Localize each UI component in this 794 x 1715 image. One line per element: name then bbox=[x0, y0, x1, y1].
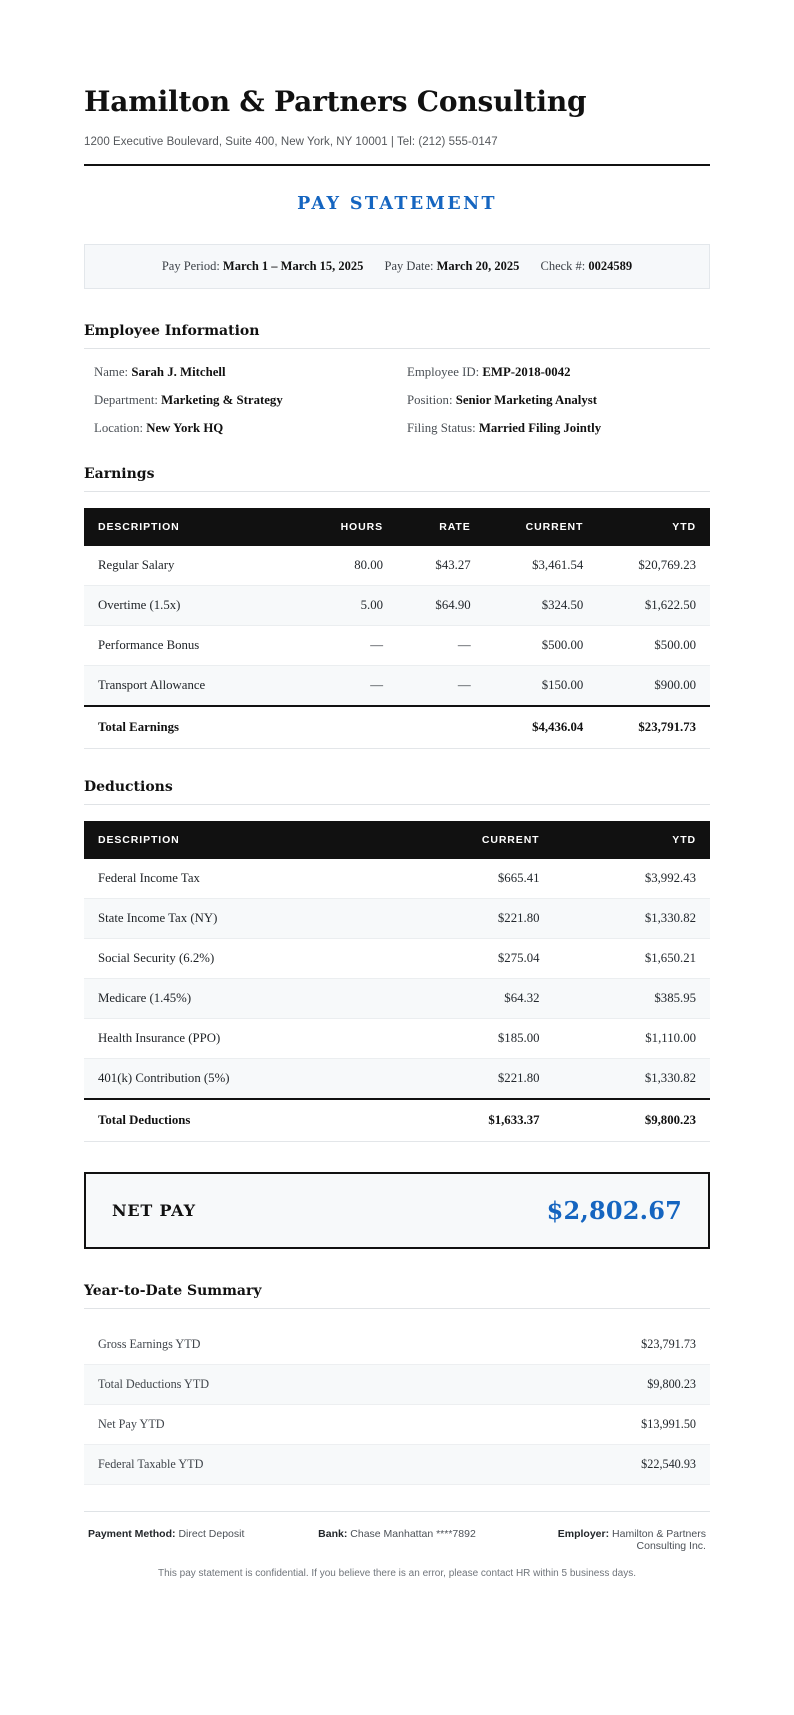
footer-meta-row bbox=[84, 1528, 710, 1552]
ytd-row-amount: $22,540.93 bbox=[476, 1445, 710, 1485]
net-pay-box bbox=[84, 1172, 710, 1249]
earnings-cell-description: Regular Salary bbox=[84, 546, 309, 586]
deductions-cell-current: $221.80 bbox=[397, 899, 554, 939]
earnings-cell-current: $500.00 bbox=[485, 626, 598, 666]
ytd-row-amount: $23,791.73 bbox=[476, 1325, 710, 1365]
table-row bbox=[84, 626, 710, 666]
employee-section-title: Employee Information bbox=[84, 323, 260, 340]
employee-field-label: Location: bbox=[94, 421, 144, 436]
employee-field-value: Married Filing Jointly bbox=[478, 421, 602, 436]
earnings-cell-rate: — bbox=[397, 666, 485, 707]
table-row bbox=[84, 586, 710, 626]
employee-field-value: Marketing & Strategy bbox=[161, 393, 283, 408]
footer-payment-method-label: Payment Method: bbox=[88, 1528, 176, 1541]
deductions-section-title: Deductions bbox=[84, 779, 173, 796]
company-name: Hamilton & Partners Consulting bbox=[84, 85, 587, 118]
table-row bbox=[84, 939, 710, 979]
deductions-total-ytd: $9,800.23 bbox=[554, 1099, 711, 1142]
header-divider bbox=[84, 164, 710, 166]
meta-pay-date-label: Pay Date: bbox=[384, 259, 434, 274]
employee-information-section bbox=[84, 323, 710, 436]
earnings-cell-hours: — bbox=[309, 666, 397, 707]
footer-employer-value: Hamilton & Partners Consulting Inc. bbox=[612, 1528, 706, 1553]
earnings-total-label: Total Earnings bbox=[84, 706, 309, 749]
deductions-cell-description: Federal Income Tax bbox=[84, 859, 397, 899]
table-row bbox=[84, 1019, 710, 1059]
table-row bbox=[84, 899, 710, 939]
footer-confidentiality-note: This pay statement is confidential. If you believe there is an error, please contact HR within 5 business days. bbox=[157, 1568, 637, 1580]
deductions-cell-description: State Income Tax (NY) bbox=[84, 899, 397, 939]
earnings-section bbox=[84, 466, 710, 749]
deductions-col-description: DESCRIPTION bbox=[84, 821, 397, 859]
earnings-cell-current: $150.00 bbox=[485, 666, 598, 707]
footer-bank-value: Chase Manhattan ****7892 bbox=[350, 1528, 476, 1541]
table-row bbox=[84, 1059, 710, 1100]
deductions-cell-ytd: $1,330.82 bbox=[554, 899, 711, 939]
footer-bank bbox=[299, 1528, 494, 1552]
footer-employer-label: Employer: bbox=[557, 1528, 610, 1541]
ytd-summary-section bbox=[84, 1283, 710, 1485]
earnings-table-head bbox=[84, 508, 710, 546]
employee-field bbox=[94, 421, 397, 436]
deductions-col-ytd: YTD bbox=[554, 821, 711, 859]
earnings-cell-description: Transport Allowance bbox=[84, 666, 309, 707]
deductions-total-label: Total Deductions bbox=[84, 1099, 397, 1142]
footer-divider bbox=[84, 1511, 710, 1512]
deductions-total-current: $1,633.37 bbox=[397, 1099, 554, 1142]
list-item bbox=[84, 1325, 710, 1365]
earnings-total-current: $4,436.04 bbox=[485, 706, 598, 749]
document-footer bbox=[84, 1511, 710, 1619]
deductions-table bbox=[84, 821, 710, 1142]
list-item bbox=[84, 1365, 710, 1405]
employee-field-label: Filing Status: bbox=[407, 421, 476, 436]
earnings-total-hours bbox=[309, 706, 397, 749]
deductions-section bbox=[84, 779, 710, 1142]
employee-field-label: Department: bbox=[94, 393, 158, 408]
employee-field-value: Senior Marketing Analyst bbox=[455, 393, 597, 408]
deductions-table-head bbox=[84, 821, 710, 859]
footer-bank-label: Bank: bbox=[318, 1528, 348, 1541]
deductions-header-row bbox=[84, 821, 710, 859]
earnings-section-divider bbox=[84, 491, 710, 492]
earnings-cell-ytd: $1,622.50 bbox=[597, 586, 710, 626]
meta-check-label: Check #: bbox=[540, 259, 586, 274]
earnings-col-description: DESCRIPTION bbox=[84, 508, 309, 546]
document-header bbox=[84, 86, 710, 166]
list-item bbox=[84, 1405, 710, 1445]
earnings-col-hours: HOURS bbox=[309, 508, 397, 546]
meta-pay-date-value: March 20, 2025 bbox=[436, 259, 520, 274]
earnings-cell-description: Overtime (1.5x) bbox=[84, 586, 309, 626]
page-title: PAY STATEMENT bbox=[297, 194, 497, 215]
meta-check-value: 0024589 bbox=[588, 259, 633, 274]
earnings-cell-rate: $43.27 bbox=[397, 546, 485, 586]
ytd-row-label: Net Pay YTD bbox=[84, 1405, 476, 1445]
ytd-summary-table bbox=[84, 1325, 710, 1485]
deductions-table-body bbox=[84, 859, 710, 1142]
deductions-cell-current: $275.04 bbox=[397, 939, 554, 979]
ytd-row-label: Total Deductions YTD bbox=[84, 1365, 476, 1405]
earnings-section-title: Earnings bbox=[84, 466, 155, 483]
ytd-row-amount: $9,800.23 bbox=[476, 1365, 710, 1405]
table-row bbox=[84, 859, 710, 899]
deductions-cell-current: $185.00 bbox=[397, 1019, 554, 1059]
ytd-row-amount: $13,991.50 bbox=[476, 1405, 710, 1445]
deductions-cell-description: Medicare (1.45%) bbox=[84, 979, 397, 1019]
deductions-cell-current: $665.41 bbox=[397, 859, 554, 899]
employee-section-divider bbox=[84, 348, 710, 349]
earnings-col-current: CURRENT bbox=[485, 508, 598, 546]
earnings-col-rate: RATE bbox=[397, 508, 485, 546]
pay-meta-bar bbox=[84, 244, 710, 289]
earnings-table-body bbox=[84, 546, 710, 749]
deductions-total-row bbox=[84, 1099, 710, 1142]
earnings-col-ytd: YTD bbox=[597, 508, 710, 546]
earnings-cell-ytd: $900.00 bbox=[597, 666, 710, 707]
list-item bbox=[84, 1445, 710, 1485]
employee-field bbox=[94, 365, 397, 380]
deductions-cell-description: Health Insurance (PPO) bbox=[84, 1019, 397, 1059]
ytd-summary-title: Year-to-Date Summary bbox=[84, 1283, 262, 1300]
earnings-total-row bbox=[84, 706, 710, 749]
meta-pay-period-label: Pay Period: bbox=[161, 259, 220, 274]
deductions-cell-ytd: $1,330.82 bbox=[554, 1059, 711, 1100]
ytd-summary-body bbox=[84, 1325, 710, 1485]
earnings-cell-ytd: $500.00 bbox=[597, 626, 710, 666]
earnings-total-ytd: $23,791.73 bbox=[597, 706, 710, 749]
footer-payment-method bbox=[88, 1528, 283, 1552]
deductions-cell-description: 401(k) Contribution (5%) bbox=[84, 1059, 397, 1100]
ytd-row-label: Gross Earnings YTD bbox=[84, 1325, 476, 1365]
earnings-cell-hours: 80.00 bbox=[309, 546, 397, 586]
employee-field bbox=[407, 421, 710, 436]
earnings-cell-hours: — bbox=[309, 626, 397, 666]
deductions-cell-description: Social Security (6.2%) bbox=[84, 939, 397, 979]
ytd-row-label: Federal Taxable YTD bbox=[84, 1445, 476, 1485]
deductions-section-divider bbox=[84, 804, 710, 805]
net-pay-label: NET PAY bbox=[112, 1201, 196, 1221]
meta-pay-period bbox=[162, 259, 364, 274]
table-row bbox=[84, 979, 710, 1019]
employee-field bbox=[407, 393, 710, 408]
net-pay-amount: $2,802.67 bbox=[546, 1196, 682, 1226]
earnings-cell-rate: $64.90 bbox=[397, 586, 485, 626]
deductions-col-current: CURRENT bbox=[397, 821, 554, 859]
table-row bbox=[84, 546, 710, 586]
employee-field-value: EMP-2018-0042 bbox=[482, 365, 571, 380]
employee-field-label: Name: bbox=[94, 365, 129, 380]
deductions-cell-ytd: $1,110.00 bbox=[554, 1019, 711, 1059]
employee-fields-grid bbox=[84, 365, 710, 436]
meta-pay-period-value: March 1 – March 15, 2025 bbox=[222, 259, 364, 274]
employee-field-label: Position: bbox=[407, 393, 453, 408]
earnings-cell-hours: 5.00 bbox=[309, 586, 397, 626]
deductions-cell-ytd: $385.95 bbox=[554, 979, 711, 1019]
employee-field-value: New York HQ bbox=[146, 421, 224, 436]
employee-field-value: Sarah J. Mitchell bbox=[131, 365, 226, 380]
employee-field-label: Employee ID: bbox=[407, 365, 480, 380]
employee-field bbox=[407, 365, 710, 380]
earnings-cell-current: $324.50 bbox=[485, 586, 598, 626]
employee-field bbox=[94, 393, 397, 408]
deductions-cell-ytd: $3,992.43 bbox=[554, 859, 711, 899]
earnings-cell-ytd: $20,769.23 bbox=[597, 546, 710, 586]
earnings-cell-description: Performance Bonus bbox=[84, 626, 309, 666]
footer-payment-method-value: Direct Deposit bbox=[178, 1528, 245, 1541]
earnings-total-rate bbox=[397, 706, 485, 749]
earnings-cell-current: $3,461.54 bbox=[485, 546, 598, 586]
deductions-cell-ytd: $1,650.21 bbox=[554, 939, 711, 979]
meta-pay-date bbox=[385, 259, 520, 274]
ytd-summary-divider bbox=[84, 1308, 710, 1309]
earnings-cell-rate: — bbox=[397, 626, 485, 666]
earnings-table bbox=[84, 508, 710, 749]
company-address: 1200 Executive Boulevard, Suite 400, New York, NY 10001 | Tel: (212) 555-0147 bbox=[84, 136, 498, 149]
earnings-header-row bbox=[84, 508, 710, 546]
meta-check-number bbox=[541, 259, 633, 274]
deductions-cell-current: $64.32 bbox=[397, 979, 554, 1019]
table-row bbox=[84, 666, 710, 707]
deductions-cell-current: $221.80 bbox=[397, 1059, 554, 1100]
footer-employer bbox=[511, 1528, 706, 1552]
